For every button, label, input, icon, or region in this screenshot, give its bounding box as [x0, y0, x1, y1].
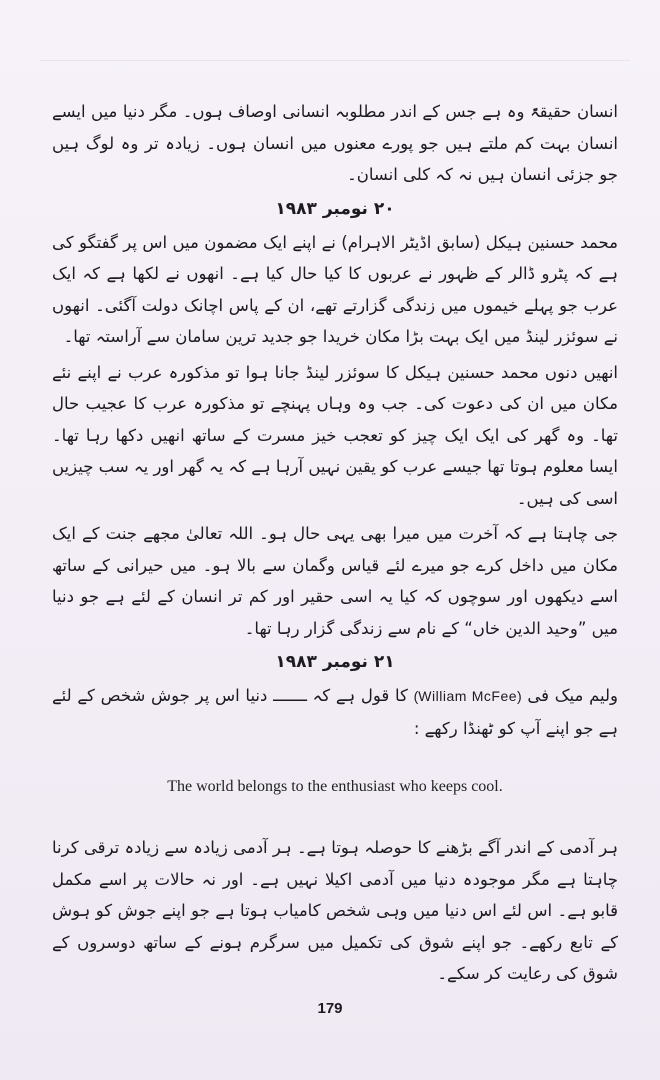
paragraph-1: انسان حقیقۃً وہ ہے جس کے اندر مطلوبہ انسانی اوصاف ہوں۔ مگر دنیا میں ایسے انسان بہت کم ملتے ہیں جو پورے معنوں میں انسان ہوں۔ زیادہ تر وہ لوگ ہیں جو جزئی انسان ہیں نہ کہ کلی انسان۔	[52, 102, 618, 184]
page-text-column	[52, 96, 618, 994]
paragraph-5-start: ولیم میک فی	[527, 686, 619, 705]
date-heading-2: ۲۱ نومبر ۱۹۸۳	[275, 652, 395, 672]
faded-bleed-through	[40, 60, 630, 97]
paragraph-5-end: کا قول ہے کہ ـــــــ دنیا اس پر جوش شخص کے لئے ہے جو اپنے آپ کو ٹھنڈا رکھے :	[52, 686, 618, 738]
english-quote: The world belongs to the enthusiast who keeps cool.	[167, 778, 503, 795]
page-number: 179	[317, 1000, 343, 1017]
paragraph-2: محمد حسنین ہیکل (سابق اڈیٹر الاہرام) نے اپنے ایک مضمون میں اس پر گفتگو کی ہے کہ پٹرو ڈالر کے ظہور نے عربوں کا کیا حال کیا ہے۔ انھوں نے لکھا ہے کہ ایک عرب جو پہلے خیموں میں زندگی گزارتے تھے، ان کے پاس اچانک دولت آگئی۔ انھوں نے سوئزر لینڈ میں ایک بہت بڑا مکان خریدا جو جدید ترین سامان سے آراستہ تھا۔	[52, 232, 618, 346]
english-name: (William McFee)	[413, 688, 522, 704]
paragraph-6: ہر آدمی کے اندر آگے بڑھنے کا حوصلہ ہوتا ہے۔ ہر آدمی زیادہ سے زیادہ ترقی کرنا چاہتا ہے مگر موجودہ دنیا میں آدمی اکیلا نہیں ہے۔ اور نہ حالات پر اسے مکمل قابو ہے۔ اس لئے اس دنیا میں وہی شخص کامیاب ہوتا ہے جو اپنے جوش کو ہوش کے تابع رکھے۔ جو اپنے شوق کی تکمیل میں سرگرم ہونے کے ساتھ دوسروں کے شوق کی رعایت کر سکے۔	[52, 838, 618, 983]
date-heading-1: ۲۰ نومبر ۱۹۸۳	[275, 198, 395, 219]
paragraph-5	[52, 680, 618, 744]
paragraph-3: انھیں دنوں محمد حسنین ہیکل کا سوئزر لینڈ جانا ہوا تو مذکورہ عرب نے اپنے نئے مکان میں ان کی دعوت کی۔ جب وہ وہاں پہنچے تو مذکورہ عرب کا عجیب حال تھا۔ وہ گھر کی ایک ایک چیز کو تعجب خیز مسرت کے ساتھ انھیں دکھا رہا تھا۔ ایسا معلوم ہوتا تھا جیسے عرب کو یقین نہیں آرہا ہے کہ یہ گھر اور یہ سب چیزیں اسی کی ہیں۔	[51, 362, 618, 508]
paragraph-4: جی چاہتا ہے کہ آخرت میں میرا بھی یہی حال ہو۔ اللہ تعالیٰ مجھے جنت کے ایک مکان میں داخل کرے جو میرے لئے قیاس وگمان سے بالا ہو۔ میں حیرانی کے ساتھ اسے دیکھوں اور سوچوں کہ کیا یہ اسی حقیر اور کم تر انسان کے لئے ہے جو دنیا میں ”وحید الدین خاں“ کے نام سے زندگی گزار رہا تھا۔	[52, 524, 618, 638]
